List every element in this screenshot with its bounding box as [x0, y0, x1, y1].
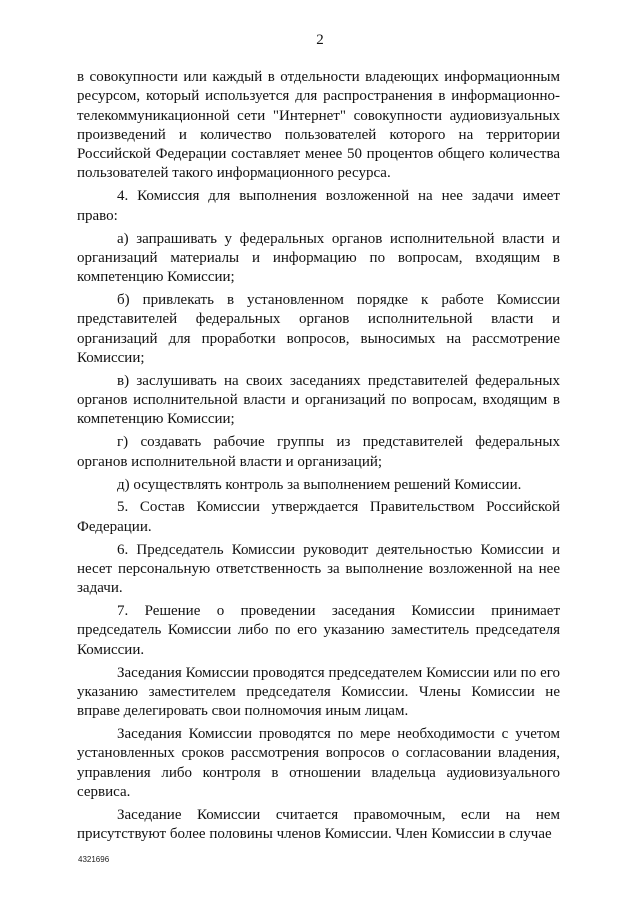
- paragraph-subitem-g: г) создавать рабочие группы из представителей федеральных органов исполнительной власти и организаций;: [77, 434, 560, 470]
- page-number: 2: [316, 32, 324, 48]
- paragraph-meetings-quorum: Заседание Комиссии считается правомочным, если на нем присутствуют более половины членов Комиссии. Член Комиссии в случае: [77, 806, 560, 843]
- document-id: 4321696: [78, 855, 110, 864]
- paragraph-subitem-b: б) привлекать в установленном порядке к работе Комиссии представителей федеральных органов исполнительной власти и организаций для проработки вопросов, выносимых на рассмотрение Комиссии;: [77, 292, 560, 366]
- paragraph-subitem-v: в) заслушивать на своих заседаниях представителей федеральных органов исполнительной власти и организаций по вопросам, входящим в компетенцию Комиссии;: [77, 372, 560, 428]
- paragraph-item-5: 5. Состав Комиссии утверждается Правительством Российской Федерации.: [77, 499, 560, 535]
- paragraph-item-6: 6. Председатель Комиссии руководит деятельностью Комиссии и несет персональную ответственность за выполнение возложенной на нее задачи.: [77, 541, 560, 597]
- paragraph-subitem-d: д) осуществлять контроль за выполнением решений Комиссии.: [117, 476, 522, 493]
- document-body: [77, 68, 560, 848]
- paragraph-item-4: 4. Комиссия для выполнения возложенной на нее задачи имеет право:: [77, 188, 560, 224]
- paragraph-subitem-a: а) запрашивать у федеральных органов исполнительной власти и организаций материалы и информацию по вопросам, входящим в компетенцию Комиссии;: [77, 230, 560, 286]
- paragraph-meetings-frequency: Заседания Комиссии проводятся по мере необходимости с учетом установленных сроков рассмотрения вопросов о согласовании владения, управления либо контроля в отношении владельца аудиовизуального сервиса.: [77, 726, 560, 800]
- paragraph-item-7: 7. Решение о проведении заседания Комиссии принимает председатель Комиссии либо по его указанию заместитель председателя Комиссии.: [77, 603, 560, 658]
- paragraph-meetings-chair: Заседания Комиссии проводятся председателем Комиссии или по его указанию заместителем председателя Комиссии. Члены Комиссии не вправе делегировать свои полномочия иным лицам.: [77, 664, 560, 720]
- paragraph-continuation: в совокупности или каждый в отдельности владеющих информационным ресурсом, который используется для распространения в информационно-телекоммуникационной сети "Интернет" совокупности аудиовизуальных произведений и количество пользователей которого на территории Российской Федерации составляет менее 50 процентов общего количества пользователей такого информационного ресурса.: [77, 69, 560, 182]
